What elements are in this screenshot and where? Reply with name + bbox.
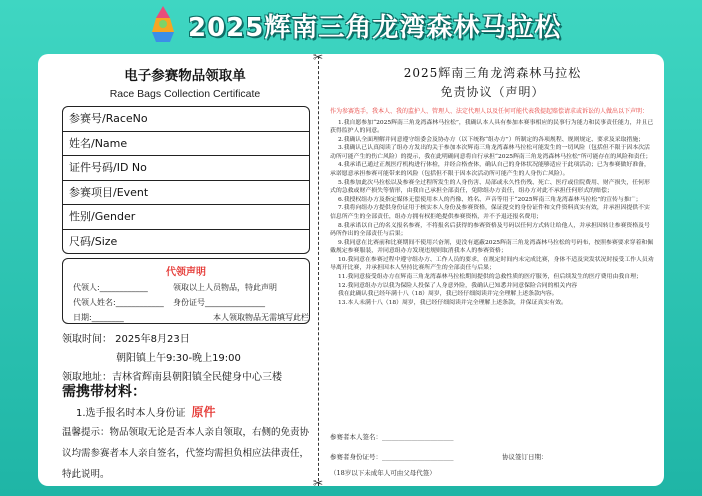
clause: 5.我参加此次马拉松以及参赛全过程所发生的人身伤害、局部或永久性伤残、死亡、医疗或住院费用、财产损失，任何形式的急救或财产损失等情形，由我自己承担全部责任，免除组办方责任，组办方对此不承担任何形式的赔偿； <box>330 179 650 194</box>
certificate-title: 电子参赛物品领取单 <box>124 68 246 84</box>
event-field[interactable]: 参赛项目/Event <box>63 181 309 206</box>
clause: 10.我同意在参赛过程中遵守组办方、工作人员的要求，在规定时间内未完成比赛，身体不适及突发状况时接受工作人员劝导离开比赛，并承担因本人坚持比赛所产生的全部责任与后果； <box>330 256 654 272</box>
clause: 3.我确认已认真阅读了组办方发出的关于参加本次辉南三角龙湾森林马拉松可能发生的一切风险（包括但不限于因本次活动所可能产生的伤亡风险）的提示，我在此明确同意将自行承担“2025辉南三角龙湾森林马拉松”所可能存在的风险和责任； <box>330 145 652 160</box>
proxy-title: 代领声明 <box>166 267 206 278</box>
original-doc-label: 原件 <box>191 405 216 419</box>
clause: 9.我同意在比赛前和比赛期间不使用兴奋剂，更没有遮蔽2025辉南三角龙湾森林马拉松的号码布，按照参赛要求穿着和佩戴规定参赛服装，并同意组办方发现违规则取消我本人的参赛资格； <box>330 239 654 254</box>
proxy-note: 本人领取物品无需填写此栏 <box>213 313 309 322</box>
scissors-icon: ✂ <box>313 50 324 64</box>
agreement-clauses <box>330 119 655 308</box>
clause: 4.我承诺已通过正规医疗机构进行体检，并经合格查体，确认自己的身体状况能够适应于此项活动；已为参赛做好准备，承诺愿意承担参赛可能带来的风险（包括但不限于因本次活动所可能产生的人身伤亡风险）。 <box>330 162 650 177</box>
clause: 12.我同意组办方以我为保险人投保了人身意外险，我确认已知悉并同意保险合同的相关内容 <box>338 282 578 289</box>
required-materials-title: 需携带材料： <box>62 384 146 400</box>
runner-info-form <box>62 106 310 254</box>
proxy-line <box>63 297 309 308</box>
collection-time: 领取时间： 2025年8月23日 <box>62 334 190 345</box>
proxy-declaration <box>62 258 310 324</box>
name-field[interactable]: 姓名/Name <box>63 132 309 157</box>
marathon-logo-icon <box>148 4 178 44</box>
header <box>0 0 702 48</box>
proxy-name-label[interactable]: 代领人姓名:____________ <box>73 298 164 307</box>
proxy-line <box>63 312 309 323</box>
agreement-intro: 作为参赛选手，我本人、我的监护人、管理人、法定代理人以及任何可能代表我提起赔偿请求或诉讼的人做出以下声明： <box>330 108 649 115</box>
size-field[interactable]: 尺码/Size <box>69 234 118 248</box>
collection-address: 领取地址：吉林省辉南县朝阳镇全民健身中心三楼 <box>62 372 282 383</box>
race-no-field[interactable]: 参赛号/RaceNo <box>63 107 309 132</box>
required-material-item <box>76 403 216 420</box>
clause: 11.我同意接受组办方在辉南三角龙湾森林马拉松期间提供的急救性质的医疗服务，但后续发生的医疗费用由我自理； <box>338 273 642 280</box>
agreement-date[interactable]: 协议签订日期： <box>502 453 548 461</box>
required-material-text: 1.选手报名时本人身份证 <box>76 408 186 419</box>
gender-field[interactable]: 性别/Gender <box>63 205 309 230</box>
proxy-id-label[interactable]: 身份证号_______________ <box>173 298 265 307</box>
disclaimer-agreement <box>330 64 655 308</box>
agreement-title: 2025辉南三角龙湾森林马拉松 <box>403 66 582 80</box>
minor-note: （18岁以下未成年人可由父母代签） <box>330 469 436 477</box>
clause: 我在此确认我已经年满十八（18）周岁，我已经仔细阅读并完全理解上述条款内容。 <box>338 291 558 298</box>
certificate-subtitle: Race Bags Collection Certificate <box>109 88 261 100</box>
warm-tips: 温馨提示：物品领取无论是否本人亲自领取，右侧的免责协议均需参赛者本人亲自签名，代签均需担负相应法律责任，特此说明。 <box>62 427 310 480</box>
proxy-statement: 领取以上人员物品，特此声明 <box>173 283 277 292</box>
clause: 6.我授权组办方及指定媒体无偿使用本人的肖像、姓名、声音等用于“2025辉南三角龙湾森林马拉松”的宣传与推广； <box>338 196 642 203</box>
clause: 13.本人未满十八（18）周岁，我已经仔细阅读并完全理解上述条款，并保证真实有效。 <box>338 300 567 307</box>
proxy-line <box>63 282 309 293</box>
cut-line <box>318 56 319 486</box>
page-title: 2025辉南三角龙湾森林马拉松 <box>188 13 562 43</box>
clause: 1.我自愿参加“2025辉南三角龙湾森林马拉松”，我确认本人具有参加本赛事相应的民事行为能力和民事责任能力，并且已获得监护人的同意。 <box>330 119 654 134</box>
agreement-subtitle: 免责协议（声明） <box>440 85 545 99</box>
collection-hours: 朝阳镇上午9:30-晚上19:00 <box>116 353 241 364</box>
collection-certificate-header <box>60 64 310 100</box>
collection-info <box>62 330 318 387</box>
clause: 7.我将向组办方提供身份证用于核实本人身份及参赛资格，保证提交的身份证件和文件资料真实有效，并承担因提供不实信息所产生的全部责任，组办方拥有权拒绝提供参赛资格，并不予退还报名费用； <box>330 205 650 220</box>
participant-signature[interactable]: 参赛者本人签名：______________________ <box>330 433 454 441</box>
proxy-date-label[interactable]: 日期:________ <box>73 313 124 322</box>
scissors-icon: ✂ <box>313 476 324 490</box>
id-no-field[interactable]: 证件号码/ID No <box>63 156 309 181</box>
proxy-person-label[interactable]: 代领人:____________ <box>73 283 148 292</box>
participant-id-number[interactable]: 参赛者身份证号：______________________ <box>330 453 454 461</box>
clause: 2.我确认全面理解并同意遵守组委会及协办方（以下统称“组办方”）所制定的各项规程、规则规定、要求及采取措施； <box>338 136 645 143</box>
clause: 8.我承诺以自己的名义报名参赛，不将报名后获得的参赛资格及号码以任何方式转让给他人，并承担因转让参赛资格及号码所作出的全部责任与后果； <box>330 222 650 237</box>
